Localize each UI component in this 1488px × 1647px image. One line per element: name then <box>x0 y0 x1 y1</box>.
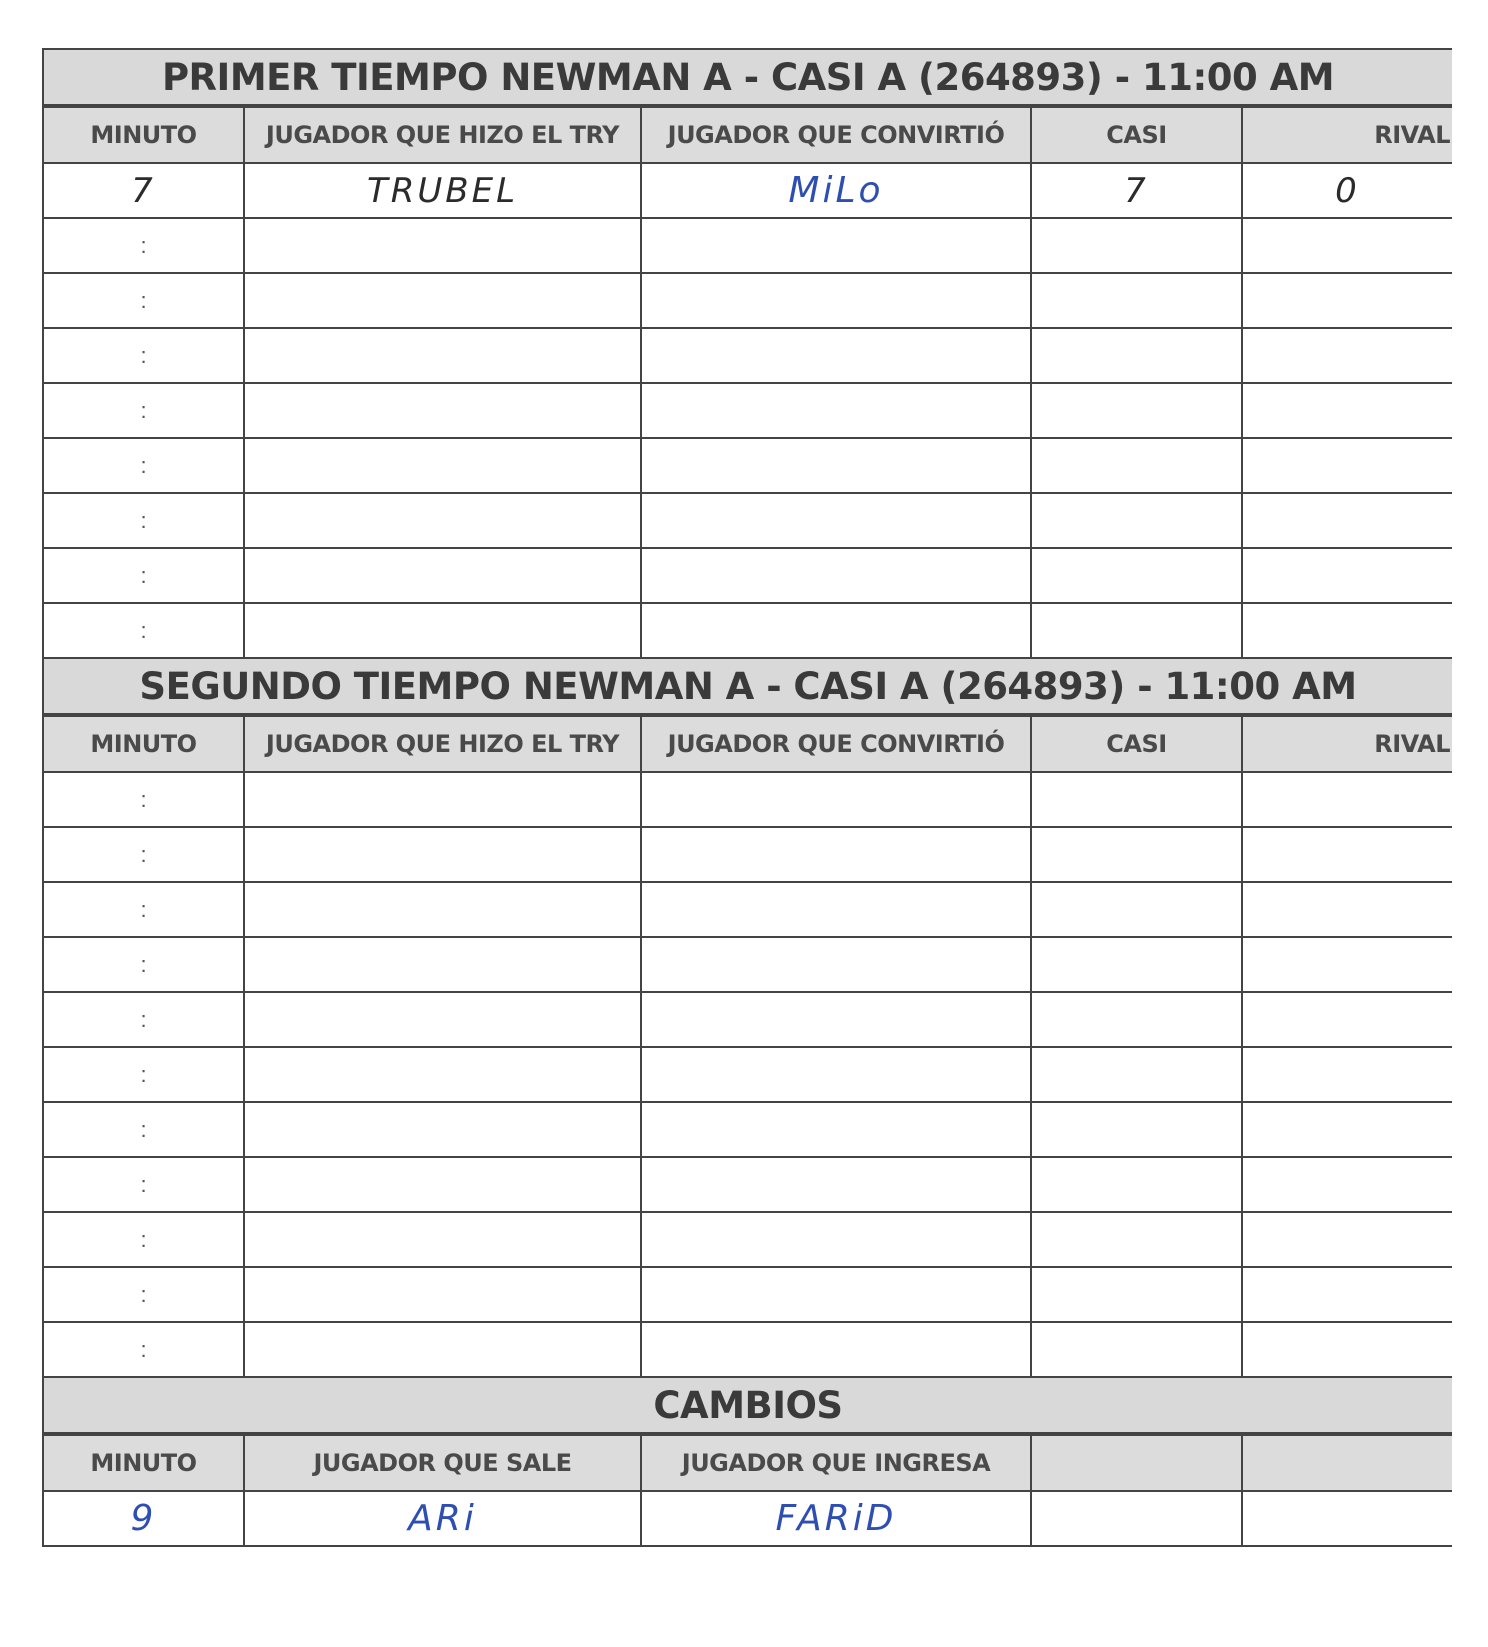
player-in-cell: FARiD <box>641 1491 1031 1546</box>
casi-score-cell <box>1031 992 1242 1047</box>
casi-score-cell <box>1031 548 1242 603</box>
try-player-cell <box>244 1047 641 1102</box>
table-row <box>44 163 1452 218</box>
minute-cell: : <box>44 1157 244 1212</box>
table-row <box>44 1212 1452 1267</box>
casi-score-cell <box>1031 937 1242 992</box>
conversion-player-cell <box>641 1267 1031 1322</box>
header-try-player: JUGADOR QUE HIZO EL TRY <box>244 716 641 772</box>
minute-cell: 7 <box>44 163 244 218</box>
minute-cell: : <box>44 1102 244 1157</box>
header-minute: MINUTO <box>44 1435 244 1491</box>
casi-score-cell <box>1031 493 1242 548</box>
try-player-cell <box>244 438 641 493</box>
header-conversion-player: JUGADOR QUE CONVIRTIÓ <box>641 716 1031 772</box>
minute-cell: : <box>44 937 244 992</box>
try-player-cell <box>244 937 641 992</box>
rival-score-cell <box>1242 827 1452 882</box>
header-casi: CASI <box>1031 716 1242 772</box>
header-player-in: JUGADOR QUE INGRESA <box>641 1435 1031 1491</box>
minute-cell: : <box>44 548 244 603</box>
rival-score-cell <box>1242 1322 1452 1377</box>
conversion-player-cell <box>641 273 1031 328</box>
conversion-player-cell <box>641 1157 1031 1212</box>
rival-score-cell <box>1242 218 1452 273</box>
table-row <box>44 383 1452 438</box>
minute-cell: : <box>44 882 244 937</box>
casi-score-cell <box>1031 827 1242 882</box>
conversion-player-cell <box>641 827 1031 882</box>
minute-cell: : <box>44 603 244 658</box>
try-player-cell <box>244 493 641 548</box>
casi-score-cell <box>1031 1157 1242 1212</box>
try-player-cell <box>244 548 641 603</box>
try-player-cell <box>244 1157 641 1212</box>
minute-cell: : <box>44 772 244 827</box>
casi-score-cell <box>1031 438 1242 493</box>
table-row <box>44 603 1452 658</box>
first-half-header-row <box>44 107 1452 163</box>
minute-cell: : <box>44 1047 244 1102</box>
casi-score-cell <box>1031 383 1242 438</box>
rival-score-cell: 0 <box>1242 163 1452 218</box>
minute-cell: : <box>44 992 244 1047</box>
conversion-player-cell <box>641 603 1031 658</box>
table-row <box>44 882 1452 937</box>
rival-score-cell <box>1242 882 1452 937</box>
header-conversion-player: JUGADOR QUE CONVIRTIÓ <box>641 107 1031 163</box>
table-row <box>44 438 1452 493</box>
casi-score-cell <box>1031 1212 1242 1267</box>
minute-cell: : <box>44 1322 244 1377</box>
header-minute: MINUTO <box>44 716 244 772</box>
second-half-header-row <box>44 716 1452 772</box>
rival-score-cell <box>1242 1267 1452 1322</box>
score-sheet <box>42 48 1452 1547</box>
casi-score-cell <box>1031 218 1242 273</box>
conversion-player-cell <box>641 882 1031 937</box>
try-player-cell <box>244 772 641 827</box>
casi-score-cell <box>1031 882 1242 937</box>
empty-cell <box>1031 1491 1242 1546</box>
conversion-player-cell <box>641 937 1031 992</box>
minute-cell: : <box>44 438 244 493</box>
casi-score-cell <box>1031 603 1242 658</box>
table-row <box>44 1267 1452 1322</box>
conversion-player-cell <box>641 992 1031 1047</box>
rival-score-cell <box>1242 1047 1452 1102</box>
second-half-table <box>44 715 1452 1378</box>
rival-score-cell <box>1242 493 1452 548</box>
casi-score-cell <box>1031 328 1242 383</box>
casi-score-cell <box>1031 772 1242 827</box>
conversion-player-cell <box>641 1102 1031 1157</box>
first-half-table <box>44 106 1452 659</box>
table-row <box>44 1102 1452 1157</box>
table-row <box>44 1491 1452 1546</box>
try-player-cell <box>244 383 641 438</box>
conversion-player-cell: MiLo <box>641 163 1031 218</box>
rival-score-cell <box>1242 937 1452 992</box>
try-player-cell <box>244 273 641 328</box>
try-player-cell <box>244 1322 641 1377</box>
try-player-cell <box>244 1102 641 1157</box>
rival-score-cell <box>1242 992 1452 1047</box>
try-player-cell <box>244 1267 641 1322</box>
try-player-cell <box>244 992 641 1047</box>
casi-score-cell: 7 <box>1031 163 1242 218</box>
table-row <box>44 218 1452 273</box>
substitutions-title: CAMBIOS <box>44 1378 1452 1434</box>
rival-score-cell <box>1242 1102 1452 1157</box>
rival-score-cell <box>1242 603 1452 658</box>
minute-cell: : <box>44 383 244 438</box>
header-try-player: JUGADOR QUE HIZO EL TRY <box>244 107 641 163</box>
conversion-player-cell <box>641 218 1031 273</box>
header-casi: CASI <box>1031 107 1242 163</box>
rival-score-cell <box>1242 383 1452 438</box>
try-player-cell <box>244 827 641 882</box>
table-row <box>44 328 1452 383</box>
table-row <box>44 493 1452 548</box>
conversion-player-cell <box>641 772 1031 827</box>
minute-cell: : <box>44 1212 244 1267</box>
header-empty <box>1031 1435 1242 1491</box>
casi-score-cell <box>1031 1102 1242 1157</box>
conversion-player-cell <box>641 328 1031 383</box>
minute-cell: : <box>44 493 244 548</box>
rival-score-cell <box>1242 273 1452 328</box>
header-minute: MINUTO <box>44 107 244 163</box>
try-player-cell <box>244 1212 641 1267</box>
minute-cell: : <box>44 328 244 383</box>
table-row <box>44 992 1452 1047</box>
minute-cell: : <box>44 827 244 882</box>
try-player-cell <box>244 882 641 937</box>
conversion-player-cell <box>641 493 1031 548</box>
header-empty <box>1242 1435 1452 1491</box>
header-rival: RIVAL <box>1242 107 1452 163</box>
conversion-player-cell <box>641 548 1031 603</box>
substitutions-table <box>44 1434 1452 1547</box>
header-rival: RIVAL <box>1242 716 1452 772</box>
rival-score-cell <box>1242 438 1452 493</box>
conversion-player-cell <box>641 383 1031 438</box>
table-row <box>44 1322 1452 1377</box>
try-player-cell <box>244 328 641 383</box>
conversion-player-cell <box>641 1047 1031 1102</box>
first-half-title: PRIMER TIEMPO NEWMAN A - CASI A (264893) - 11:00 AM <box>44 48 1452 106</box>
try-player-cell <box>244 218 641 273</box>
conversion-player-cell <box>641 438 1031 493</box>
rival-score-cell <box>1242 1157 1452 1212</box>
empty-cell <box>1242 1491 1452 1546</box>
table-row <box>44 1047 1452 1102</box>
minute-cell: 9 <box>44 1491 244 1546</box>
rival-score-cell <box>1242 548 1452 603</box>
table-row <box>44 937 1452 992</box>
casi-score-cell <box>1031 1047 1242 1102</box>
substitutions-header-row <box>44 1435 1452 1491</box>
rival-score-cell <box>1242 328 1452 383</box>
table-row <box>44 827 1452 882</box>
minute-cell: : <box>44 1267 244 1322</box>
casi-score-cell <box>1031 1322 1242 1377</box>
player-out-cell: ARi <box>244 1491 641 1546</box>
minute-cell: : <box>44 273 244 328</box>
table-row <box>44 772 1452 827</box>
casi-score-cell <box>1031 273 1242 328</box>
conversion-player-cell <box>641 1322 1031 1377</box>
minute-cell: : <box>44 218 244 273</box>
header-player-out: JUGADOR QUE SALE <box>244 1435 641 1491</box>
table-row <box>44 273 1452 328</box>
casi-score-cell <box>1031 1267 1242 1322</box>
try-player-cell <box>244 603 641 658</box>
second-half-title: SEGUNDO TIEMPO NEWMAN A - CASI A (264893) - 11:00 AM <box>44 659 1452 715</box>
table-row <box>44 548 1452 603</box>
conversion-player-cell <box>641 1212 1031 1267</box>
rival-score-cell <box>1242 772 1452 827</box>
rival-score-cell <box>1242 1212 1452 1267</box>
try-player-cell: TRUBEL <box>244 163 641 218</box>
table-row <box>44 1157 1452 1212</box>
